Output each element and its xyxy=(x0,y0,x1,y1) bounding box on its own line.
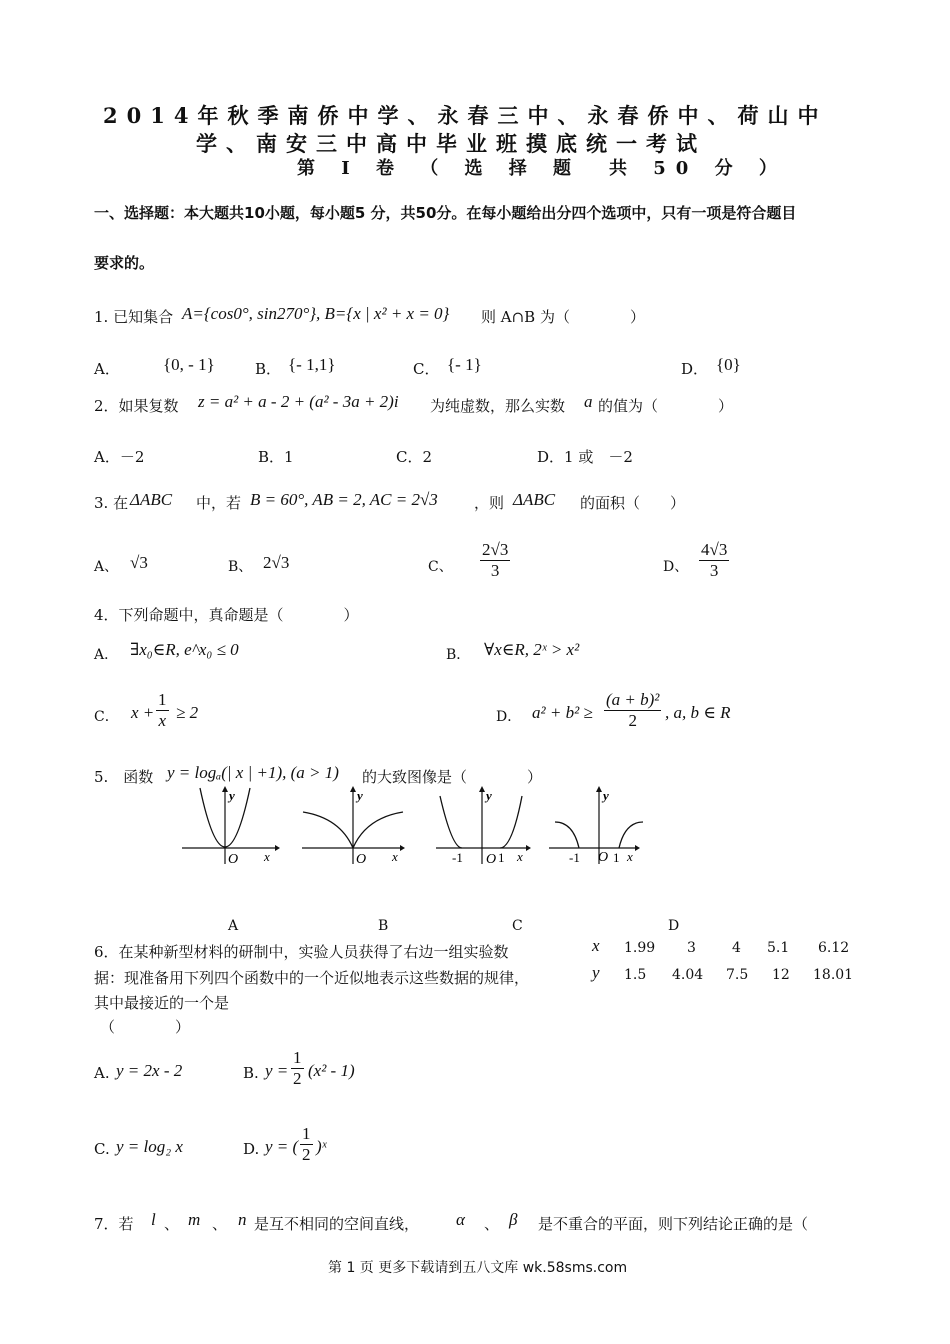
q4-option-b-label: B． xyxy=(446,647,471,663)
q4-option-b: ∀x∈R, 2ˣ > x² xyxy=(484,640,580,659)
y-label: y xyxy=(486,788,492,803)
q1-option-a: {0, - 1} xyxy=(163,355,215,374)
q5-graph-b-label: B xyxy=(378,918,389,934)
q3-option-a: √3 xyxy=(130,553,148,572)
x-axis-arrow xyxy=(400,845,405,851)
q3-option-d-numerator: 4√3 xyxy=(701,540,728,559)
q3-option-c-denominator: 3 xyxy=(490,561,500,580)
q6-option-a-label: A. xyxy=(94,1064,110,1082)
q6-option-d-post: )ˣ xyxy=(316,1137,327,1156)
q4-option-c-denominator: x xyxy=(158,711,167,730)
q3-option-b-label: B、 xyxy=(228,559,253,575)
q4-option-a-label: A． xyxy=(94,647,119,663)
q3-option-d-fraction xyxy=(699,540,729,581)
q3-option-d-label: D、 xyxy=(663,559,689,575)
q6-table-x-value: 1.99 xyxy=(624,940,656,956)
q3-stem: 3. 在 xyxy=(94,494,129,512)
q1-tail: 则 A∩B 为（ ） xyxy=(481,308,645,326)
q6-option-b-fraction xyxy=(291,1048,304,1089)
y-axis-arrow xyxy=(596,786,602,792)
q6-option-b-pre: y = xyxy=(265,1061,289,1080)
q7-separator-3: 、 xyxy=(484,1215,500,1233)
y-label: y xyxy=(229,788,235,803)
q6-option-a: y = 2x - 2 xyxy=(116,1061,183,1080)
section-instructions-2: 要求的。 xyxy=(94,254,155,272)
q4-option-c-post: ≥ 2 xyxy=(176,703,199,722)
q6-option-b-numerator: 1 xyxy=(293,1048,302,1067)
q6-option-c-label: C. xyxy=(94,1140,110,1158)
q3-triangle-2: ΔABC xyxy=(513,490,556,509)
q1-option-a-label: A． xyxy=(94,360,120,378)
q7-mid: 是互不相同的空间直线， xyxy=(254,1215,420,1233)
q5-expression: y = logₐ(| x | +1), (a > 1) xyxy=(167,763,339,782)
q6-table-x-value: 3 xyxy=(687,940,696,956)
page-footer: 第 1 页 更多下载请到五八文库 wk.58sms.com xyxy=(328,1260,628,1276)
q7-separator-1: 、 xyxy=(164,1215,180,1233)
q6-option-d-denominator: 2 xyxy=(302,1145,311,1164)
q6-table-y-value: 12 xyxy=(772,967,790,983)
q6-table-x-label: x xyxy=(592,936,600,955)
title-line-3: 第 I 卷 （ 选 择 题 共 50 分 ） xyxy=(297,158,787,179)
q7-tail: 是不重合的平面，则下列结论正确的是（ xyxy=(538,1215,809,1233)
q2-tail-2: 的值为（ ） xyxy=(598,397,734,415)
q1-option-b-label: B． xyxy=(255,360,282,378)
x-axis-arrow xyxy=(275,845,280,851)
q7-line-l: l xyxy=(151,1210,156,1229)
q5-graph-c xyxy=(434,786,534,866)
tick-neg-label: -1 xyxy=(452,850,463,865)
q3-option-c-numerator: 2√3 xyxy=(482,540,509,559)
curve-left xyxy=(555,822,579,848)
q3-option-c-label: C、 xyxy=(428,559,453,575)
x-label: x xyxy=(264,849,270,864)
q4-option-d-fraction xyxy=(604,690,661,731)
q2-option-b: B．1 xyxy=(258,448,294,466)
curve-left xyxy=(440,796,462,848)
q6-option-b-post: (x² - 1) xyxy=(308,1061,355,1080)
q6-option-b-label: B. xyxy=(243,1064,259,1082)
q4-option-d-denominator: 2 xyxy=(628,711,637,730)
y-axis-arrow xyxy=(479,786,485,792)
q6-table-x-value: 6.12 xyxy=(818,940,850,956)
origin-label: O xyxy=(356,852,367,866)
q6-table-y-label: y xyxy=(592,963,600,982)
q5-tail: 的大致图像是（ ） xyxy=(362,768,543,786)
y-label: y xyxy=(603,788,609,803)
q1-option-d: {0} xyxy=(716,355,741,374)
q1-set-expression: A={cos0°, sin270°}, B={x | x² + x = 0} xyxy=(182,304,450,323)
x-label: x xyxy=(627,849,633,864)
q5-graph-b xyxy=(300,786,410,866)
tick-pos-label: 1 xyxy=(613,850,620,865)
q6-line-3: 其中最接近的一个是 xyxy=(94,994,230,1012)
q4-option-d-post: , a, b ∈ R xyxy=(665,703,731,722)
tick-neg-label: -1 xyxy=(569,850,580,865)
x-label: x xyxy=(392,849,398,864)
origin-label: O xyxy=(598,850,609,865)
q4-option-d-pre: a² + b² ≥ xyxy=(532,703,593,722)
q3-option-d-denominator: 3 xyxy=(709,561,719,580)
q7-line-n: n xyxy=(238,1210,247,1229)
q1-option-c: {- 1} xyxy=(447,355,482,374)
q6-line-2: 据：现准备用下列四个函数中的一个近似地表示这些数据的规律， xyxy=(94,969,530,987)
q2-option-a: A．－2 xyxy=(94,448,145,466)
q7-separator-2: 、 xyxy=(212,1215,228,1233)
q4-stem: 4．下列命题中，真命题是（ ） xyxy=(94,606,359,624)
tick-pos-label: 1 xyxy=(498,850,505,865)
q4-option-c-label: C． xyxy=(94,709,119,725)
title-line-2: 学、南安三中高中毕业班摸底统一考试 xyxy=(196,131,706,156)
q1-stem: 1. 已知集合 xyxy=(94,308,174,326)
q7-line-m: m xyxy=(188,1210,201,1229)
origin-label: O xyxy=(486,852,497,866)
x-axis-arrow xyxy=(526,845,531,851)
q4-option-d-label: D． xyxy=(496,709,522,725)
title-line-1: 2014年秋季南侨中学、永春三中、永春侨中、荷山中 xyxy=(103,103,828,128)
q2-expression: z = a² + a - 2 + (a² - 3a + 2)i xyxy=(198,392,399,411)
q4-option-d-numerator: (a + b)² xyxy=(606,690,660,709)
q6-table-y-value: 18.01 xyxy=(813,967,854,983)
q2-stem: 2．如果复数 xyxy=(94,397,179,415)
q5-graph-a-label: A xyxy=(228,918,239,934)
q6-table-x-value: 5.1 xyxy=(767,940,790,956)
q3-tail: ，则 xyxy=(474,494,505,512)
q3-condition: B = 60°, AB = 2, AC = 2√3 xyxy=(250,490,438,509)
q5-graph-c-label: C xyxy=(512,918,523,934)
q5-graph-a xyxy=(180,786,280,866)
q6-option-d-numerator: 1 xyxy=(302,1124,311,1143)
q6-table-y-value: 1.5 xyxy=(624,967,647,983)
q1-option-c-label: C． xyxy=(413,360,440,378)
q6-table-x-value: 4 xyxy=(732,940,741,956)
q5-graph-d-label: D xyxy=(668,918,680,934)
q6-option-d-pre: y = ( xyxy=(265,1137,299,1156)
q3-option-b: 2√3 xyxy=(263,553,290,572)
q6-table-y-value: 4.04 xyxy=(672,967,704,983)
q5-graph-d xyxy=(547,786,647,866)
q2-option-d: D．1 或 －2 xyxy=(537,448,633,466)
origin-label: O xyxy=(228,852,239,866)
q4-option-c-fraction xyxy=(156,690,169,731)
q6-option-d-fraction xyxy=(300,1124,313,1165)
q4-option-c-pre: x + xyxy=(131,703,155,722)
q2-option-c: C．2 xyxy=(396,448,433,466)
q7-plane-alpha: α xyxy=(456,1210,465,1229)
q7-plane-beta: β xyxy=(509,1210,518,1229)
q6-option-d-label: D. xyxy=(243,1140,260,1158)
y-label: y xyxy=(357,788,363,803)
q6-line-4: （ ） xyxy=(100,1018,191,1036)
q3-option-c-fraction xyxy=(480,540,510,581)
q3-triangle: ΔABC xyxy=(130,490,173,509)
curve-right xyxy=(619,822,643,848)
q1-option-d-label: D． xyxy=(681,360,709,378)
q3-tail-2: 的面积（ ） xyxy=(580,494,686,512)
q6-option-b-denominator: 2 xyxy=(293,1069,302,1088)
x-axis-arrow xyxy=(635,845,640,851)
q1-option-b: {- 1,1} xyxy=(288,355,336,374)
y-axis-arrow xyxy=(222,786,228,792)
curve-right xyxy=(500,796,522,848)
q4-option-a: ∃x₀∈R, e^x₀ ≤ 0 xyxy=(130,640,239,659)
q3-mid: 中，若 xyxy=(196,494,242,512)
x-label: x xyxy=(517,849,523,864)
q7-stem: 7．若 xyxy=(94,1215,134,1233)
q2-variable: a xyxy=(584,392,593,411)
q5-stem: 5. 函数 xyxy=(94,768,154,786)
q6-option-c: y = log₂ x xyxy=(116,1137,183,1156)
y-axis-arrow xyxy=(350,786,356,792)
q6-table-y-value: 7.5 xyxy=(726,967,749,983)
section-instructions-1: 一、选择题：本大题共10小题，每小题5 分，共50分。在每小题给出分四个选项中，只有一项是符合题目 xyxy=(94,204,797,222)
q6-line-1: 6．在某种新型材料的研制中，实验人员获得了右边一组实验数 xyxy=(94,943,509,961)
q4-option-c-numerator: 1 xyxy=(158,690,167,709)
q3-option-a-label: A、 xyxy=(94,559,119,575)
q2-tail: 为纯虚数，那么实数 xyxy=(430,397,566,415)
